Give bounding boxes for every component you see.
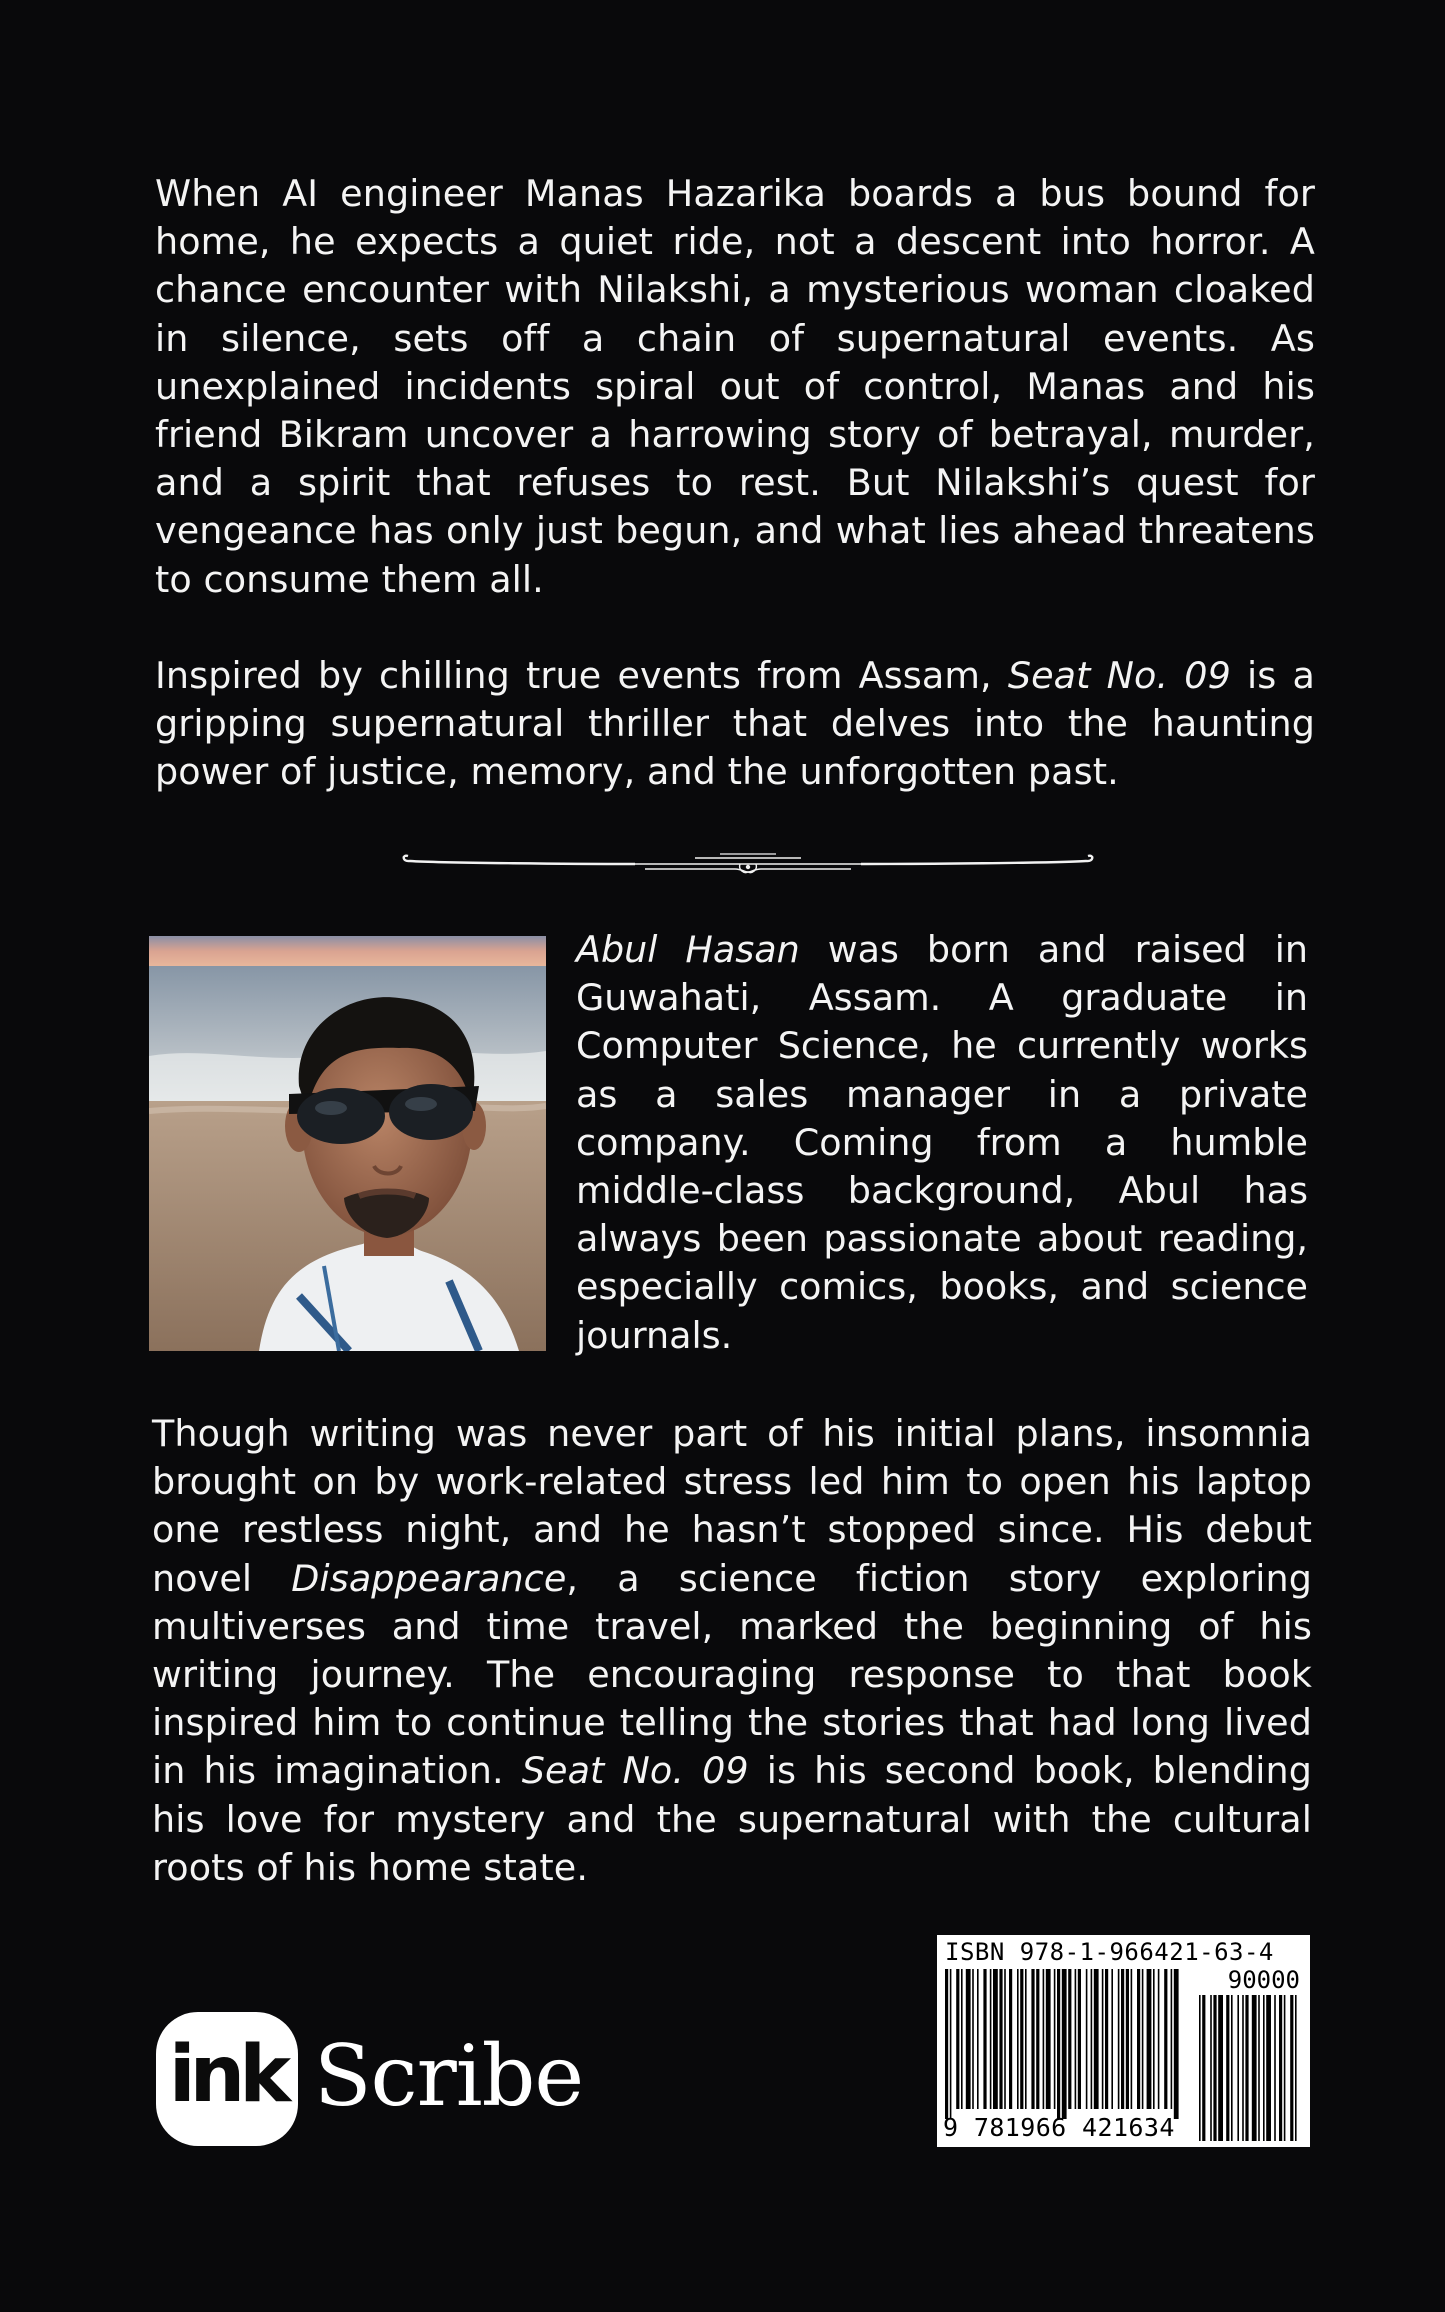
barcode-bar	[1094, 1969, 1099, 2109]
barcode-bar	[1054, 1969, 1056, 2109]
barcode-bar	[1142, 1969, 1144, 2109]
barcode-bar	[1078, 1969, 1081, 2109]
barcode-bar	[1036, 1969, 1039, 2109]
addon-bar	[1199, 1995, 1201, 2141]
barcode-bar	[1147, 1969, 1152, 2109]
blurb-paragraph-2	[155, 652, 1315, 797]
book-title-italic: Seat No. 09	[1007, 654, 1231, 697]
barcode-bar	[1164, 1969, 1167, 2109]
barcode-bar	[961, 1969, 963, 2109]
barcode-bar	[945, 1969, 948, 2119]
addon-bar	[1295, 1995, 1297, 2141]
ink-badge	[156, 2012, 298, 2146]
addon-bar	[1202, 1995, 1205, 2141]
barcode-bar	[1004, 1969, 1006, 2109]
barcode-bar	[993, 1969, 998, 2109]
publisher-logo	[156, 2008, 586, 2148]
author-bio-paragraph-1	[576, 926, 1308, 1360]
barcode-bar	[1046, 1969, 1051, 2109]
addon-bar	[1226, 1995, 1229, 2141]
bio-text-part-1: Though writing was never part of his initial plans, insomnia brought on by work-related stress led him to open his laptop one restless night, and he hasn’t stopped since. His debut novel	[152, 1412, 1312, 1600]
barcode-bar	[1171, 1969, 1173, 2109]
barcode-bar	[1105, 1969, 1108, 2109]
addon-bar	[1284, 1995, 1286, 2141]
barcode-bar	[1068, 1969, 1071, 2109]
bio-text-part-3: is his second book, blending his love for mystery and the supernatural with the cultural roots of his home state.	[152, 1749, 1312, 1889]
book-title-italic-2: Seat No. 09	[521, 1749, 749, 1793]
barcode-bar	[1062, 1969, 1067, 2119]
isbn-label: ISBN 978-1-966421-63-4	[945, 1938, 1274, 1966]
price-addon-digits: 90000	[1227, 1966, 1300, 1994]
barcode-bar	[1131, 1969, 1133, 2109]
blurb-paragraph-1	[155, 170, 1315, 604]
addon-bar	[1245, 1995, 1248, 2141]
barcode-bar	[972, 1969, 974, 2109]
barcode-bar	[1153, 1969, 1155, 2109]
barcode-bar	[1121, 1969, 1124, 2109]
addon-bar	[1252, 1995, 1257, 2141]
barcode-bar	[1086, 1969, 1088, 2109]
barcode-bar	[977, 1969, 979, 2109]
barcode-bar	[1126, 1969, 1129, 2109]
addon-bar	[1218, 1995, 1223, 2141]
barcode-bar	[1017, 1969, 1019, 2109]
barcode-bar	[1031, 1969, 1034, 2109]
barcode-bar	[1174, 1969, 1179, 2119]
author-name: Abul Hasan	[576, 928, 800, 971]
barcode-bar	[1009, 1969, 1012, 2109]
blurb-paragraph-1-text: When AI engineer Manas Hazarika boards a bus bound for home, he expects a quiet ride, not a descent into horror. A chance encounter with Nilakshi, a mysterious woman cloaked in silence, sets off a chain of supernatural events. As unexplained incidents spiral out of control, Manas and his friend Bikram uncover a harrowing story of betrayal, murder, and a spirit that refuses to rest. But Nilakshi’s quest for vengeance has only just begun, and what lies ahead threatens to consume them all.	[155, 172, 1315, 601]
barcode-bar	[966, 1969, 971, 2109]
addon-bar	[1263, 1995, 1265, 2141]
ink-badge-text: ink	[168, 2030, 286, 2120]
addon-bar	[1231, 1995, 1233, 2141]
addon-bar	[1242, 1995, 1244, 2141]
barcode-bar	[1043, 1969, 1045, 2109]
author-photo	[149, 936, 546, 1351]
barcode-bar	[983, 1969, 986, 2109]
addon-bar	[1213, 1995, 1216, 2141]
blurb-paragraph-2-intro: Inspired by chilling true events from Assam,	[155, 654, 1008, 697]
barcode-bar	[999, 1969, 1002, 2109]
ean-digits: 9 781966 421634	[943, 2113, 1175, 2142]
author-bio-paragraph-2	[152, 1410, 1312, 1892]
barcode-bar	[1118, 1969, 1120, 2109]
isbn-barcode	[937, 1935, 1310, 2147]
bio-text-part-2: , a science fiction story exploring multiverses and time travel, marked the beginning of his writing journey. The encouraging response to that book inspired him to continue telling the stories that had long lived in his imagination.	[152, 1556, 1312, 1793]
barcode-bar	[950, 1969, 952, 2119]
barcode-bar	[1020, 1969, 1023, 2109]
barcode-bar	[956, 1969, 959, 2109]
addon-bar	[1210, 1995, 1212, 2141]
debut-title-italic: Disappearance	[291, 1556, 567, 1600]
barcode-bar	[990, 1969, 992, 2109]
addon-bar	[1266, 1995, 1271, 2141]
barcode-bar	[1137, 1969, 1140, 2109]
barcode-bar	[1158, 1969, 1160, 2109]
addon-bar	[1258, 1995, 1260, 2141]
addon-bar	[1237, 1995, 1239, 2141]
barcode-bar	[1057, 1969, 1060, 2119]
blurb-paragraph-2-rest: is a gripping supernatural thriller that delves into the haunting power of justice, memory, and the unforgotten past.	[155, 654, 1315, 794]
addon-bar	[1274, 1995, 1276, 2141]
publisher-wordmark: Scribe	[314, 2027, 584, 2125]
addon-bar	[1290, 1995, 1293, 2141]
barcode-bar	[1091, 1969, 1093, 2109]
barcode-bar	[1025, 1969, 1027, 2109]
barcode-bar	[1102, 1969, 1104, 2109]
author-bio-paragraph-1-text: was born and raised in Guwahati, Assam. A graduate in Computer Science, he currently works as a sales manager in a private company. Coming from a humble middle-class background, Abul has always been passionate about reading, especially comics, books, and science journals.	[576, 928, 1308, 1357]
barcode-bar	[1111, 1969, 1113, 2109]
addon-bar	[1279, 1995, 1282, 2141]
ornamental-divider	[400, 846, 1096, 876]
barcode-bar	[1075, 1969, 1077, 2109]
